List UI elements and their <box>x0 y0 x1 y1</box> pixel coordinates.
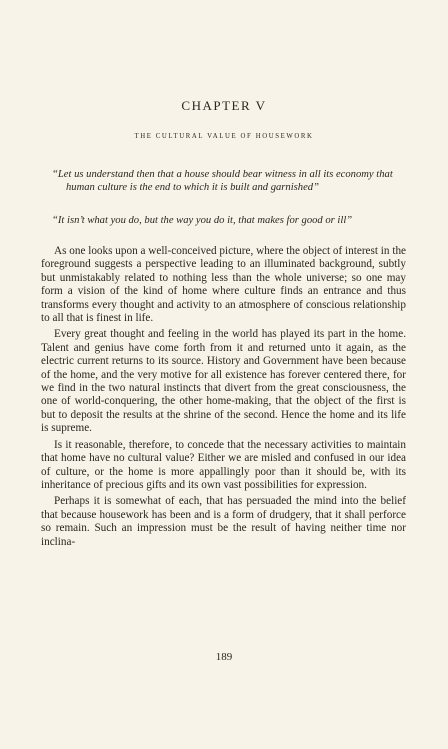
paragraph-2: Every great thought and feeling in the world has played its part in the home. Talent and genius have come forth from it and returned unto it again, as the electric current returns to its source. History and Government have been because of the home, and the very motive for all existence has forever centered there, for we find in the two natural instincts that divert from the great consciousness, the one of world-conquering, the other home-making, that the object of the first is but to deposit the results at the shrine of the second. Hence the home and its life is supreme. <box>41 328 406 435</box>
paragraph-4: Perhaps it is somewhat of each, that has persuaded the mind into the belief that because housework has been and is a form of drudgery, that it shall perforce so remain. Such an impression must be the result of having neither time nor inclina- <box>41 495 406 548</box>
chapter-heading: CHAPTER V <box>181 98 267 113</box>
page-number: 189 <box>215 651 233 663</box>
paragraph-3: Is it reasonable, therefore, to concede that the necessary activities to maintain that home have no cultural value? Either we are misled and confused in our idea of culture, or the home is more appallingly poor than it should be, with its inheritance of precious gifts and its own vast possibilities for expression. <box>41 438 406 491</box>
epigraph-2: “It isn’t what you do, but the way you do it, that makes for good or ill” <box>52 215 353 226</box>
body-text <box>41 245 406 552</box>
paragraph-1: As one looks upon a well-conceived picture, where the object of interest in the foreground suggests a perspective leading to an illuminated background, subtly but unmistakably related to nothing less than the whole universe; so one may form a vision of the kind of home where culture finds an entrance and thus transforms every thought and activity to an atmosphere of conscious relationship to all that is finest in life. <box>41 245 406 325</box>
chapter-title: THE CULTURAL VALUE OF HOUSEWORK <box>134 133 314 140</box>
epigraph-1: “Let us understand then that a house should bear witness in all its economy that human culture is the end to which it is built and garnished” <box>52 169 393 193</box>
